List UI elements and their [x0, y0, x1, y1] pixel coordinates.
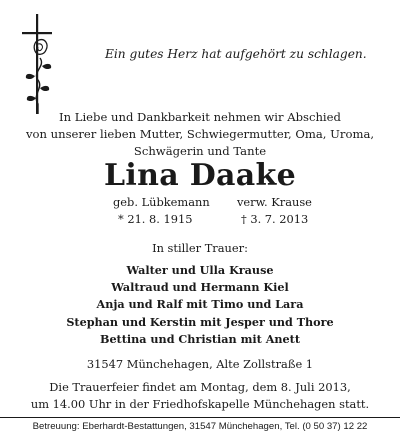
mourners-list — [0, 262, 400, 348]
intro-text — [0, 109, 400, 160]
intro-line: In Liebe und Dankbarkeit nehmen wir Abschied — [59, 110, 341, 124]
birth-name: geb. Lübkemann — [113, 195, 210, 209]
cross-with-rose-icon — [18, 14, 60, 116]
motto-text: Ein gutes Herz hat aufgehört zu schlagen. — [105, 47, 367, 61]
deceased-name: Lina Daake — [104, 158, 296, 193]
mourning-intro: In stiller Trauer: — [152, 241, 248, 255]
footer-divider — [0, 417, 400, 418]
funeral-line: Die Trauerfeier findet am Montag, dem 8. Juli 2013, — [49, 380, 351, 394]
widowed-name: verw. Krause — [237, 195, 312, 209]
mourner-line: Bettina und Christian mit Anett — [99, 331, 300, 346]
intro-line: Schwägerin und Tante — [133, 144, 267, 158]
funeral-line: um 14.00 Uhr in der Friedhofskapelle Münchehagen statt. — [30, 397, 370, 411]
intro-line: von unserer lieben Mutter, Schwiegermutter, Oma, Uroma, — [25, 127, 375, 141]
footer-credit: Betreuung: Eberhardt-Bestattungen, 31547 Münchehagen, Tel. (0 50 37) 12 22 — [32, 421, 368, 432]
funeral-info — [0, 379, 400, 413]
death-date: † 3. 7. 2013 — [241, 212, 309, 226]
birth-date: * 21. 8. 1915 — [118, 212, 193, 226]
address: 31547 Münchehagen, Alte Zollstraße 1 — [86, 357, 314, 371]
mourner-line: Waltraud und Hermann Kiel — [111, 280, 289, 295]
mourner-line: Stephan und Kerstin mit Jesper und Thore — [66, 314, 334, 329]
mourner-line: Walter und Ulla Krause — [126, 263, 274, 277]
mourner-line: Anja und Ralf mit Timo und Lara — [96, 297, 304, 312]
